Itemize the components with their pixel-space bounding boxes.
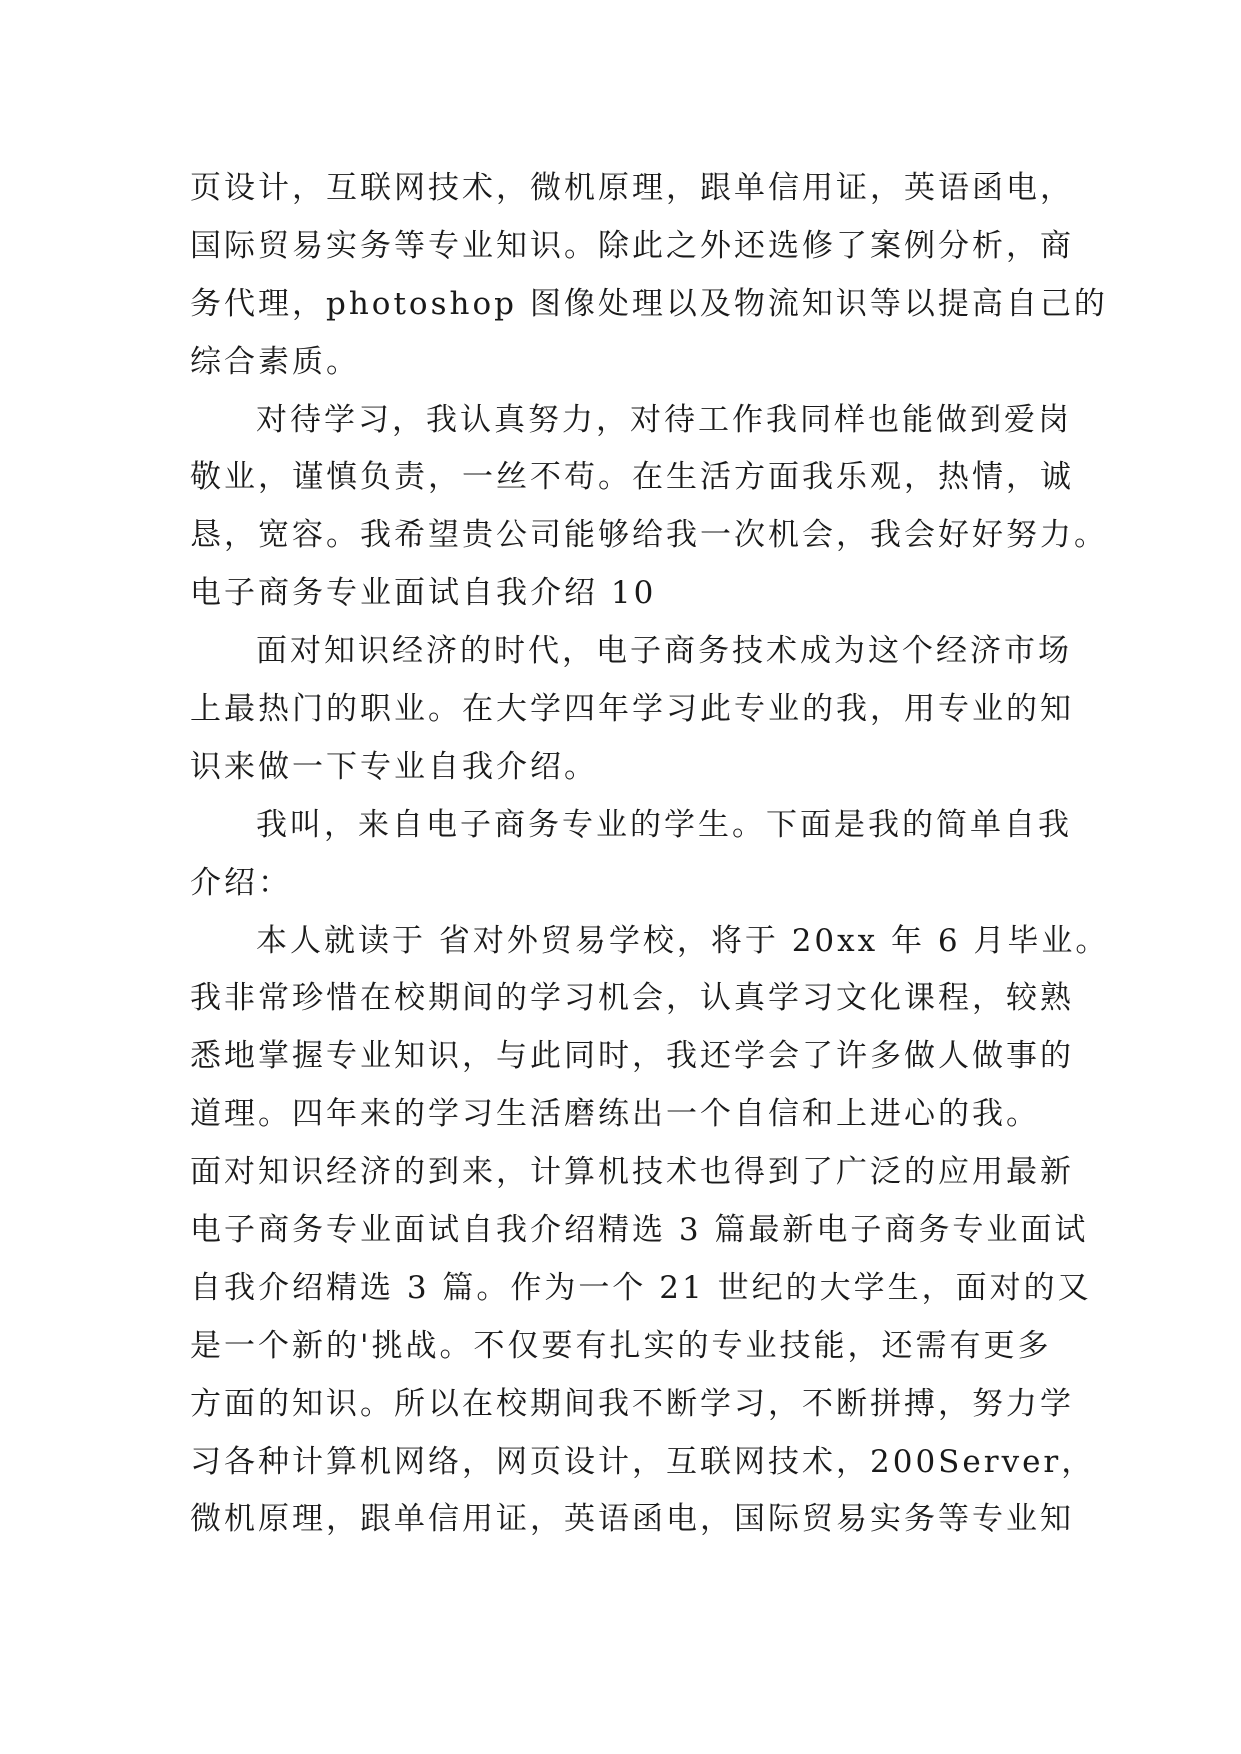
text-line: 道理。四年来的学习生活磨练出一个自信和上进心的我。 bbox=[190, 1096, 1040, 1133]
text-line: 本人就读于 省对外贸易学校，将于 20xx 年 6 月毕业。 bbox=[256, 922, 1110, 959]
text-line: 上最热门的职业。在大学四年学习此专业的我，用专业的知 bbox=[190, 691, 1074, 728]
text-line: 自我介绍精选 3 篇。作为一个 21 世纪的大学生，面对的又 bbox=[190, 1269, 1092, 1306]
text-line: 识来做一下专业自我介绍。 bbox=[190, 748, 598, 785]
document-body bbox=[190, 160, 1110, 1549]
text-line: 介绍： bbox=[190, 864, 292, 901]
text-line: 悉地掌握专业知识，与此同时，我还学会了许多做人做事的 bbox=[190, 1038, 1074, 1075]
text-line: 电子商务专业面试自我介绍精选 3 篇最新电子商务专业面试 bbox=[190, 1212, 1089, 1249]
text-line: 恳，宽容。我希望贵公司能够给我一次机会，我会好好努力。 bbox=[190, 517, 1108, 554]
text-line: 方面的知识。所以在校期间我不断学习，不断拼搏，努力学 bbox=[190, 1385, 1074, 1422]
text-line: 是一个新的'挑战。不仅要有扎实的专业技能，还需有更多 bbox=[190, 1327, 1052, 1364]
text-line: 面对知识经济的到来，计算机技术也得到了广泛的应用最新 bbox=[190, 1154, 1074, 1191]
text-line: 习各种计算机网络，网页设计，互联网技术，200Server， bbox=[190, 1443, 1096, 1480]
text-line: 务代理，photoshop 图像处理以及物流知识等以提高自己的 bbox=[190, 285, 1108, 322]
text-line: 敬业，谨慎负责，一丝不苟。在生活方面我乐观，热情，诚 bbox=[190, 459, 1074, 496]
text-line: 页设计，互联网技术，微机原理，跟单信用证，英语函电， bbox=[190, 170, 1074, 206]
text-line: 国际贸易实务等专业知识。除此之外还选修了案例分析，商 bbox=[190, 227, 1074, 264]
section-heading: 电子商务专业面试自我介绍 10 bbox=[190, 575, 657, 612]
text-line: 面对知识经济的时代，电子商务技术成为这个经济市场 bbox=[256, 633, 1072, 670]
text-line: 我非常珍惜在校期间的学习机会，认真学习文化课程，较熟 bbox=[190, 980, 1074, 1017]
text-line: 微机原理，跟单信用证，英语函电，国际贸易实务等专业知 bbox=[190, 1501, 1074, 1538]
text-line: 我叫，来自电子商务专业的学生。下面是我的简单自我 bbox=[256, 806, 1072, 843]
text-line: 综合素质。 bbox=[190, 343, 360, 380]
text-line: 对待学习，我认真努力，对待工作我同样也能做到爱岗 bbox=[256, 401, 1072, 438]
